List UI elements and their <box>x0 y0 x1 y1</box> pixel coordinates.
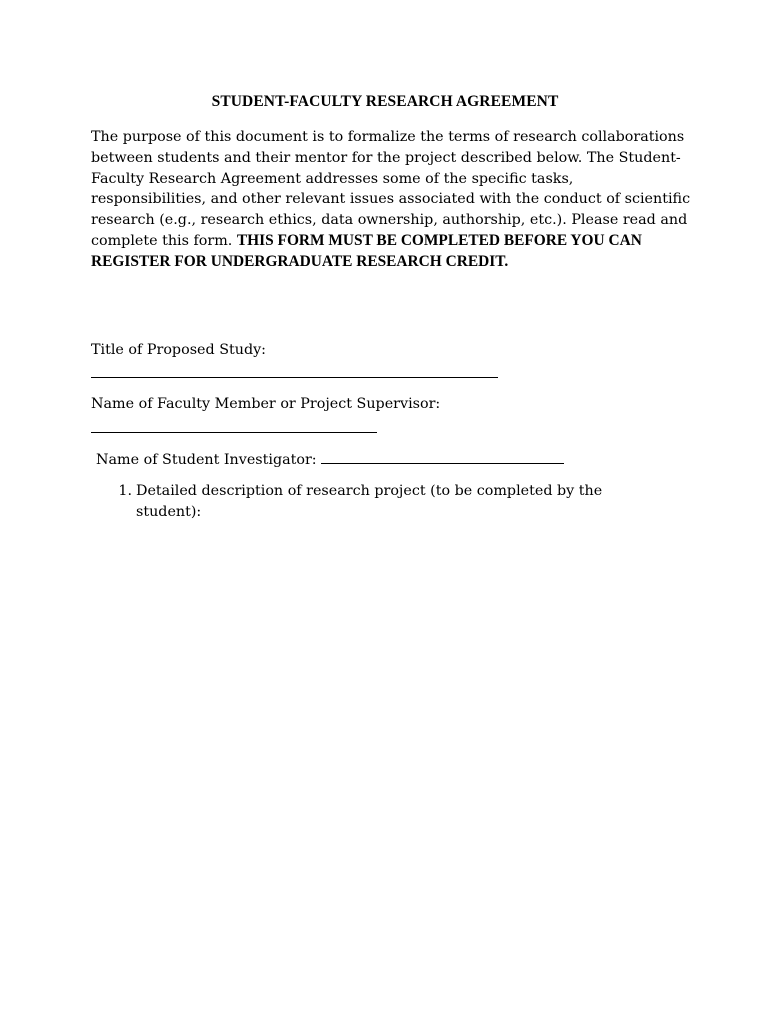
supervisor-label: Name of Faculty Member or Project Supervisor: <box>91 396 441 412</box>
student-field[interactable] <box>321 449 564 464</box>
study-title-label: Title of Proposed Study: <box>91 342 266 358</box>
list-item-number: 1. <box>118 483 132 499</box>
document-title: STUDENT-FACULTY RESEARCH AGREEMENT <box>211 93 559 110</box>
list-item <box>110 481 670 523</box>
intro-text: The purpose of this document is to formalize the terms of research collaborations between students and their mentor for the project described below. The Student-Faculty Research Agreement addresses some of the specific tasks, responsibilities, and other relevant issues associated with the conduct of scientific research (e.g., research ethics, data ownership, authorship, etc.). Please read and complete this form. <box>91 129 691 249</box>
supervisor-field[interactable] <box>91 432 377 433</box>
intro-emphasis: THIS FORM MUST BE COMPLETED BEFORE YOU CAN REGISTER FOR UNDERGRADUATE RESEARCH CREDIT. <box>91 231 642 270</box>
student-field-row <box>96 449 564 470</box>
intro-paragraph <box>91 127 691 273</box>
list-item-text: Detailed description of research project (to be completed by the student): <box>136 483 603 520</box>
study-title-field[interactable] <box>91 377 498 378</box>
student-label: Name of Student Investigator: <box>96 452 317 468</box>
